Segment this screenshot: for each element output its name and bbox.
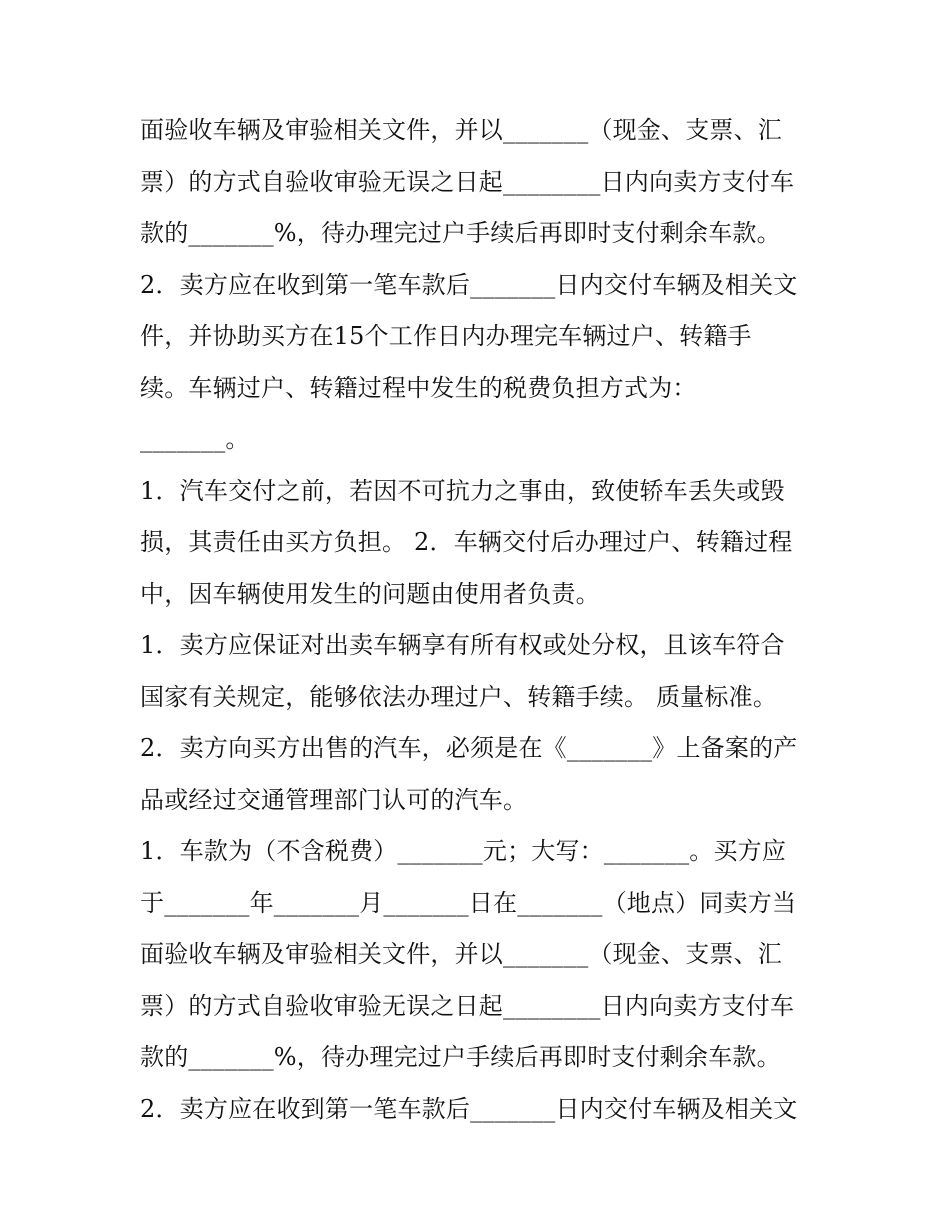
text-line: 款的_______%，待办理完过户手续后再即时支付剩余车款。 [140, 219, 781, 247]
text-line: 品或经过交通管理部门认可的汽车。 [140, 785, 528, 814]
text-line: 1．汽车交付之前，若因不可抗力之事由，致使轿车丢失或毁 [140, 476, 785, 505]
text-line: 2．卖方应在收到第一笔车款后_______日内交付车辆及相关文 [140, 1094, 798, 1123]
text-line: 件，并协助买方在15个工作日内办理完车辆过户、转籍手 [140, 322, 752, 350]
contract-text [140, 105, 820, 1135]
text-line: 面验收车辆及审验相关文件，并以_______（现金、支票、汇 [140, 940, 782, 968]
text-line: 续。车辆过户、转籍过程中发生的税费负担方式为： [140, 373, 697, 402]
text-line: 国家有关规定，能够依法办理过户、转籍手续。 质量标准。 [140, 682, 778, 711]
text-line: 2．卖方向买方出售的汽车，必须是在《_______》上备案的产 [140, 734, 798, 762]
text-line: _______。 [140, 425, 250, 453]
text-line: 款的_______%，待办理完过户手续后再即时支付剩余车款。 [140, 1043, 781, 1071]
text-line: 于_______年_______月_______日在_______（地点）同卖方当 [140, 888, 797, 917]
text-line: 中，因车辆使用发生的问题由使用者负责。 [140, 579, 600, 608]
text-line: 1．卖方应保证对出卖车辆享有所有权或处分权，且该车符合 [140, 631, 785, 659]
text-line: 损，其责任由买方负担。 2．车辆交付后办理过户、转籍过程 [140, 528, 793, 556]
text-line: 2．卖方应在收到第一笔车款后_______日内交付车辆及相关文 [140, 270, 798, 299]
text-line: 面验收车辆及审验相关文件，并以_______（现金、支票、汇 [140, 116, 782, 144]
text-line: 1．车款为（不含税费）_______元；大写：_______。买方应 [140, 837, 787, 865]
text-line: 票）的方式自验收审验无误之日起________日内向卖方支付车 [140, 167, 795, 196]
text-line: 票）的方式自验收审验无误之日起________日内向卖方支付车 [140, 991, 795, 1020]
